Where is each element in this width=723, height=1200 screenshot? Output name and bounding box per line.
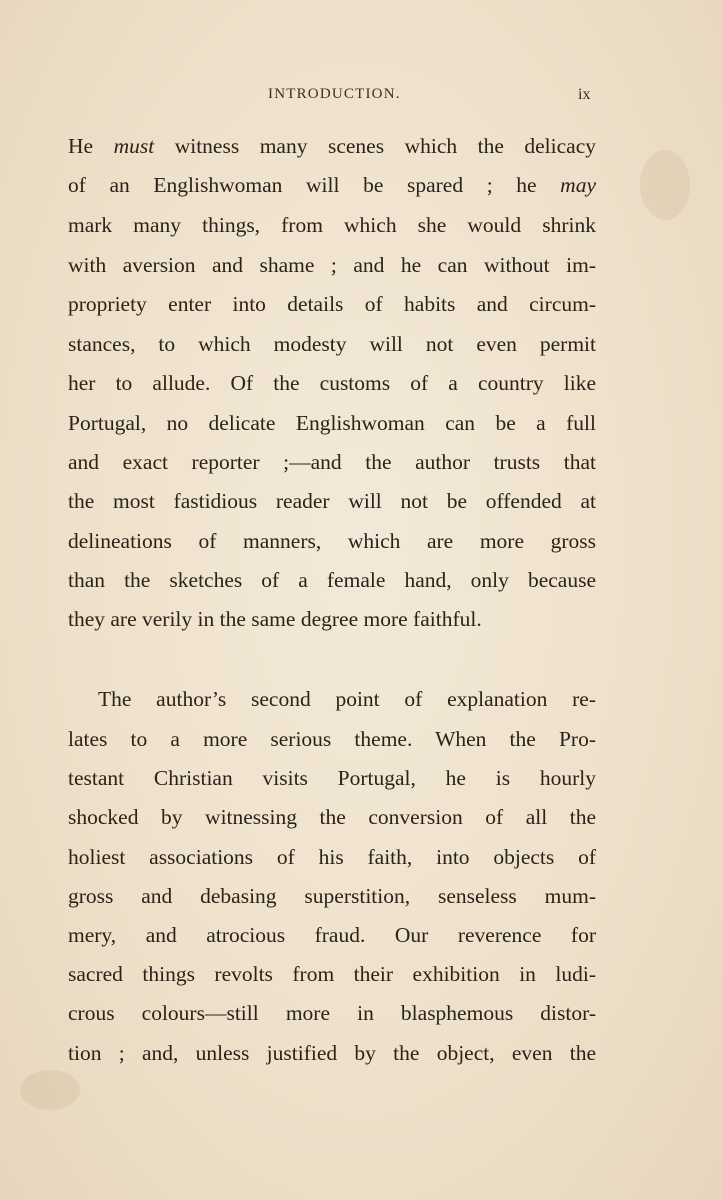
text-line: and exact reporter ;—and the author trusts that	[68, 450, 596, 474]
text-line: they are verily in the same degree more faithful.	[68, 607, 482, 631]
text-line: stances, to which modesty will not even permit	[68, 332, 596, 356]
text-line: mark many things, from which she would shrink	[68, 213, 596, 237]
text-line: sacred things revolts from their exhibition in ludi-	[68, 962, 596, 986]
text-line: the most fastidious reader will not be offended at	[68, 489, 596, 513]
running-head	[0, 86, 723, 110]
text-line: tion ; and, unless justified by the object, even the	[68, 1041, 596, 1065]
paper-stain	[20, 1070, 80, 1110]
text-line: crous colours—still more in blasphemous distor-	[68, 1001, 596, 1025]
page-number: ix	[578, 86, 591, 103]
running-title: INTRODUCTION.	[268, 86, 401, 102]
text-fragment: witness many scenes which the delicacy	[154, 134, 596, 158]
text-line: with aversion and shame ; and he can without im-	[68, 253, 596, 277]
text-line: than the sketches of a female hand, only because	[68, 568, 596, 592]
text-line: propriety enter into details of habits and circum-	[68, 292, 596, 316]
text-line: gross and debasing superstition, senseless mum-	[68, 884, 596, 908]
text-line: The author’s second point of explanation re-	[98, 687, 596, 711]
text-line: shocked by witnessing the conversion of all the	[68, 805, 596, 829]
text-line: delineations of manners, which are more gross	[68, 529, 596, 553]
emphasis-text: must	[113, 134, 155, 158]
text-line: her to allude. Of the customs of a country like	[68, 371, 596, 395]
text-line: holiest associations of his faith, into objects of	[68, 845, 596, 869]
text-fragment: of an Englishwoman will be spared ; he	[68, 173, 561, 197]
text-line	[68, 131, 596, 161]
text-line: lates to a more serious theme. When the Pro-	[68, 727, 596, 751]
text-line	[68, 170, 596, 200]
emphasis-text: may	[560, 173, 596, 197]
paper-stain	[640, 150, 690, 220]
text-line: testant Christian visits Portugal, he is hourly	[68, 766, 596, 790]
text-line: Portugal, no delicate Englishwoman can be a full	[68, 411, 596, 435]
text-fragment: He	[68, 134, 114, 158]
text-line: mery, and atrocious fraud. Our reverence for	[68, 923, 596, 947]
